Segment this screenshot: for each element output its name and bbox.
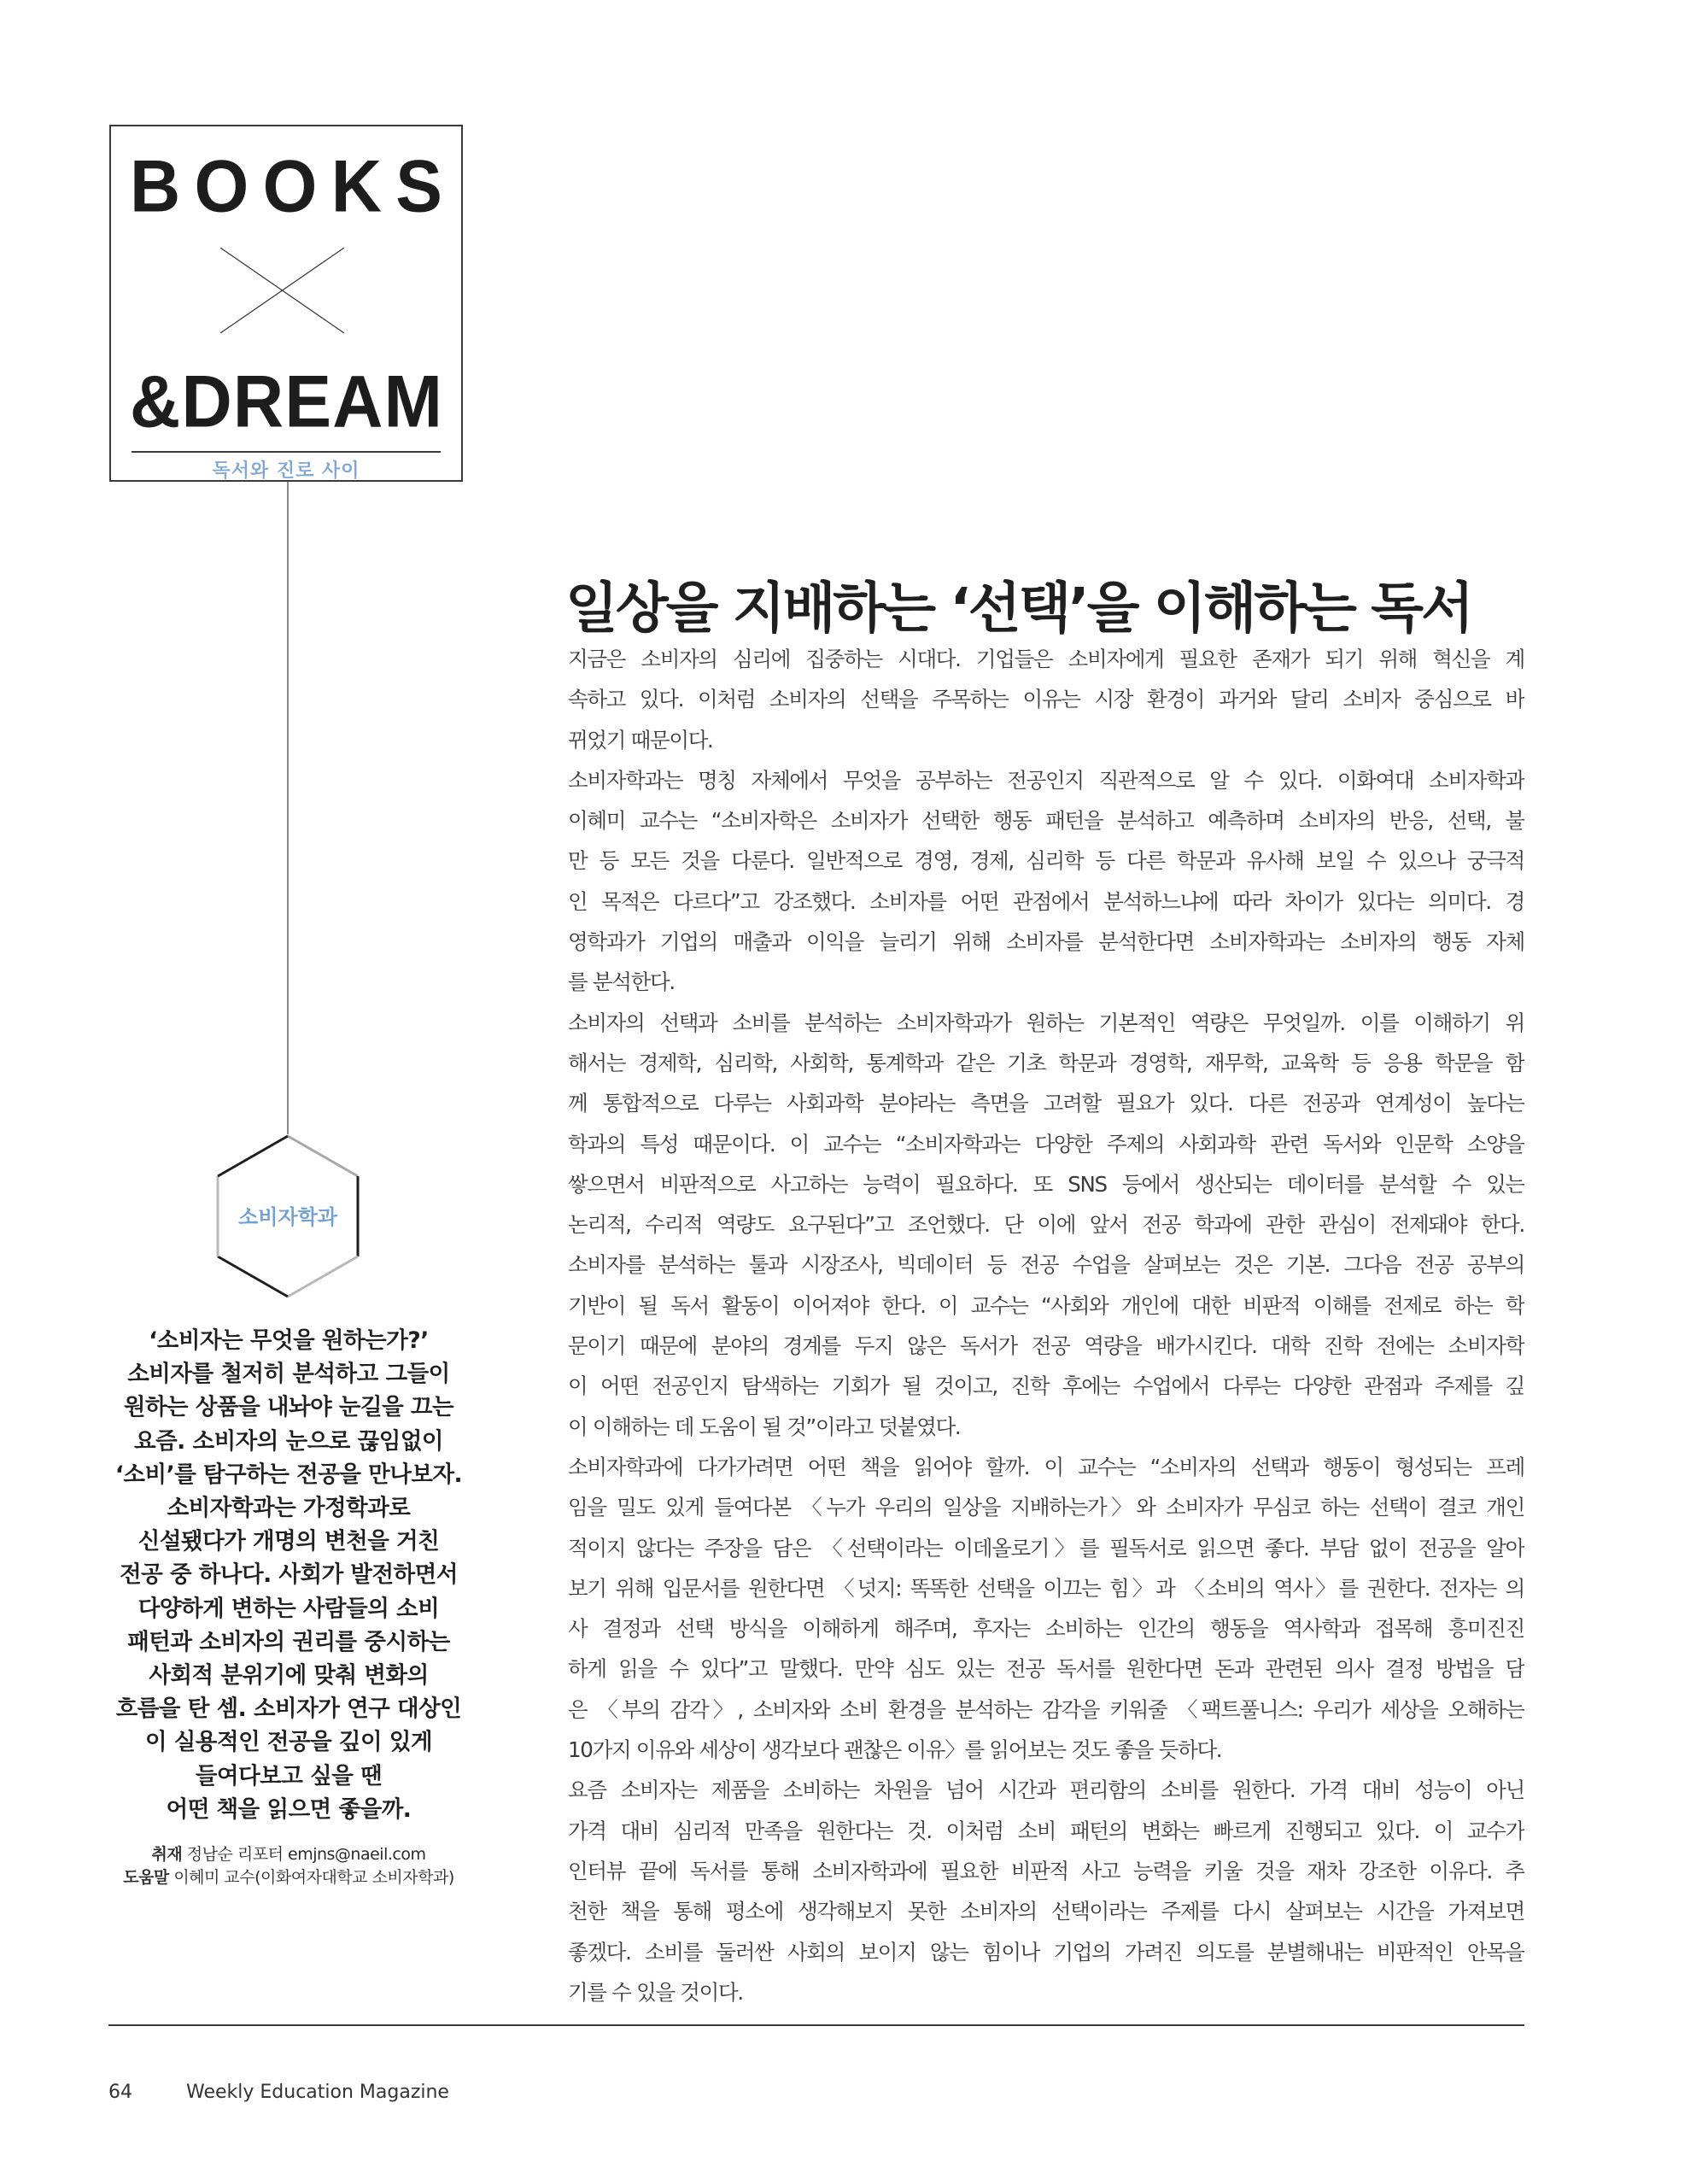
body-line: 쌓으면서 비판적으로 사고하는 능력이 필요하다. 또 SNS 등에서 생산되는 데이터를 분석할 수 있는: [568, 1171, 1524, 1197]
body-line: 은 〈부의 감각〉, 소비자와 소비 환경을 분석하는 감각을 키워줄 〈팩트풀니스: 우리가 세상을 오해하는: [568, 1696, 1524, 1722]
intro-line: 신설됐다가 개명의 변천을 거친: [137, 1528, 440, 1555]
advisor-label: 도움말: [123, 1868, 169, 1887]
body-line: 천한 책을 통해 평소에 생각해보지 못한 소비자의 선택이라는 주제를 다시 살펴보는 시간을 가져보면: [568, 1899, 1524, 1924]
body-line: 만 등 모든 것을 다룬다. 일반적으로 경영, 경제, 심리학 등 다른 학문과 유사해 보일 수 있으나 궁극적: [568, 848, 1524, 874]
body-line: 학과의 특성 때문이다. 이 교수는 “소비자학과는 다양한 주제의 사회과학 관련 독서와 인문학 소양을: [568, 1131, 1524, 1157]
publication-name: Weekly Education Magazine: [186, 2082, 449, 2103]
series-subtitle: 독서와 진로 사이: [212, 460, 360, 482]
body-line: 께 통합적으로 다루는 사회과학 분야라는 측면을 고려할 필요가 있다. 다른 전공과 연계성이 높다는: [568, 1091, 1524, 1116]
article-title: 일상을 지배하는 ‘선택’을 이해하는 독서: [565, 577, 1471, 641]
intro-line: 소비자를 철저히 분석하고 그들이: [127, 1361, 450, 1388]
body-line: 소비자를 분석하는 툴과 시장조사, 빅데이터 등 전공 수업을 살펴보는 것은 기본. 그다음 전공 공부의: [568, 1252, 1524, 1278]
body-line: 해서는 경제학, 심리학, 사회학, 통계학과 같은 기초 학문과 경영학, 재무학, 교육학 등 응용 학문을 함: [568, 1050, 1524, 1075]
body-line: 사 결정과 선택 방식을 이해하게 해주며, 후자는 소비하는 인간의 행동을 역사학과 접목해 흥미진진: [568, 1616, 1524, 1642]
logo-letter: A: [332, 360, 383, 443]
body-line: 기를 수 있을 것이다.: [568, 1979, 743, 2005]
intro-line: ‘소비자는 무엇을 원하는가?’: [149, 1327, 429, 1354]
intro-line: 전공 중 하나다. 사회가 발전하면서: [120, 1561, 458, 1589]
logo-letter: S: [395, 145, 442, 228]
reporter-credit: [101, 1843, 477, 1866]
body-line: 논리적, 수리적 역량도 요구된다”고 조언했다. 단 이에 앞서 전공 학과에 관한 관심이 전제돼야 한다.: [568, 1212, 1524, 1238]
connector-line: [287, 482, 289, 1134]
body-line: 이혜미 교수는 “소비자학은 소비자가 선택한 행동 패턴을 분석하고 예측하며 소비자의 반응, 선택, 불: [568, 808, 1524, 834]
intro-line: 패턴과 소비자의 권리를 중시하는: [127, 1628, 450, 1655]
body-line: 임을 밀도 있게 들여다본 〈누가 우리의 일상을 지배하는가〉와 소비자가 무심코 하는 선택이 결코 개인: [568, 1495, 1524, 1520]
logo-dream-word: [130, 360, 442, 443]
logo-divider: [132, 451, 441, 453]
logo-letter: M: [383, 360, 442, 443]
intro-line: 요즘. 소비자의 눈으로 끊임없이: [133, 1427, 444, 1455]
advisor-credit: [101, 1866, 477, 1889]
body-line: 뀌었기 때문이다.: [568, 727, 713, 753]
page-footer: [108, 2082, 449, 2103]
body-line: 소비자의 선택과 소비를 분석하는 소비자학과가 원하는 기본적인 역량은 무엇일까. 이를 이해하기 위: [568, 1010, 1524, 1035]
body-line: 가격 대비 심리적 만족을 원한다는 것. 이처럼 소비 패턴의 변화는 빠르게 진행되고 있다. 이 교수가: [568, 1818, 1524, 1843]
body-line: 속하고 있다. 이처럼 소비자의 선택을 주목하는 이유는 시장 환경이 과거와 달리 소비자 중심으로 바: [568, 687, 1524, 712]
body-line: 문이기 때문에 분야의 경계를 두지 않은 독서가 전공 역량을 배가시킨다. 대학 진학 전에는 소비자학: [568, 1333, 1524, 1359]
logo-letter: E: [284, 360, 332, 443]
intro-line: 들여다보고 싶을 땐: [195, 1762, 383, 1789]
logo-letter: &: [130, 360, 181, 443]
body-line: 좋겠다. 소비를 둘러싼 사회의 보이지 않는 힘이나 기업의 가려진 의도를 분별해내는 비판적인 안목을: [568, 1939, 1524, 1965]
intro-lead: [101, 1324, 477, 1826]
body-line: 지금은 소비자의 심리에 집중하는 시대다. 기업들은 소비자에게 필요한 존재가 되기 위해 혁신을 계: [568, 647, 1524, 671]
logo-letter: O: [262, 145, 318, 228]
body-line: 하게 읽을 수 있다”고 말했다. 만약 심도 있는 전공 독서를 원한다면 돈과 관련된 의사 결정 방법을 담: [568, 1656, 1524, 1682]
logo-letter: O: [194, 145, 249, 228]
credits: [101, 1843, 477, 1889]
body-line: 10가지 이유와 세상이 생각보다 괜찮은 이유〉를 읽어보는 것도 좋을 듯하다.: [568, 1737, 1222, 1763]
body-line: 요즘 소비자는 제품을 소비하는 차원을 넘어 시간과 편리함의 소비를 원한다. 가격 대비 성능이 아닌: [568, 1778, 1524, 1803]
body-line: 소비자학과는 명칭 자체에서 무엇을 공부하는 전공인지 직관적으로 알 수 있다. 이화여대 소비자학과: [568, 767, 1524, 793]
body-line: 기반이 될 독서 활동이 이어져야 한다. 이 교수는 “사회와 개인에 대한 비판적 이해를 전제로 하는 학: [568, 1292, 1524, 1318]
logo-letter: R: [232, 360, 284, 443]
body-line: 이 어떤 전공인지 탐색하는 기회가 될 것이고, 진학 후에는 수업에서 다루는 다양한 관점과 주제를 깊: [568, 1373, 1524, 1399]
body-line: 를 분석한다.: [568, 969, 675, 995]
intro-line: 원하는 상품을 내놔야 눈길을 끄는: [123, 1394, 454, 1421]
reporter-value: 정남순 리포터 emjns@naeil.com: [186, 1845, 426, 1864]
body-line: 소비자학과에 다가가려면 어떤 책을 읽어야 할까. 이 교수는 “소비자의 선택과 행동이 형성되는 프레: [568, 1454, 1524, 1479]
body-line: 영학과가 기업의 매출과 이익을 늘리기 위해 소비자를 분석한다면 소비자학과는 소비자의 행동 자체: [568, 929, 1524, 955]
series-logo: [109, 125, 463, 482]
intro-line: 사회적 분위기에 맞춰 변화의: [149, 1662, 429, 1690]
logo-letter: B: [130, 145, 181, 228]
intro-line: 이 실용적인 전공을 깊이 있게: [144, 1729, 433, 1756]
body-line: 인 목적은 다르다”고 강조했다. 소비자를 어떤 관점에서 분석하느냐에 따라 차이가 있다는 의미다. 경: [568, 888, 1524, 914]
intro-line: 흐름을 탄 셈. 소비자가 연구 대상인: [115, 1696, 462, 1723]
advisor-value: 이혜미 교수(이화여자대학교 소비자학과): [173, 1868, 454, 1887]
logo-letter: K: [330, 145, 382, 228]
intro-line: 어떤 책을 읽으면 좋을까.: [166, 1795, 412, 1823]
intro-line: ‘소비’를 탐구하는 전공을 만나보자.: [114, 1461, 463, 1488]
logo-books-word: [130, 145, 442, 228]
intro-line: 소비자학과는 가정학과로: [167, 1495, 411, 1522]
body-line: 보기 위해 입문서를 원한다면 〈넛지: 똑똑한 선택을 이끄는 힘〉과 〈소비의 역사〉를 권한다. 전자는 의: [568, 1575, 1524, 1601]
body-line: 이 이해하는 데 도움이 될 것”이라고 덧붙였다.: [568, 1414, 961, 1439]
body-line: 인터뷰 끝에 독서를 통해 소비자학과에 필요한 비판적 사고 능력을 키울 것을 재차 강조한 이유다. 추: [568, 1858, 1524, 1883]
body-line: 적이지 않다는 주장을 담은 〈선택이라는 이데올로기〉를 필독서로 읽으면 좋다. 부담 없이 전공을 알아: [568, 1535, 1524, 1561]
cross-x-icon: [220, 248, 344, 333]
footer-divider: [108, 2024, 1524, 2026]
reporter-label: 취재: [151, 1845, 183, 1864]
department-badge-label: 소비자학과: [238, 1205, 337, 1229]
intro-line: 다양하게 변하는 사람들의 소비: [137, 1595, 440, 1622]
logo-letter: D: [181, 360, 232, 443]
article-body: [568, 639, 1524, 2012]
page-number: 64: [108, 2082, 132, 2103]
